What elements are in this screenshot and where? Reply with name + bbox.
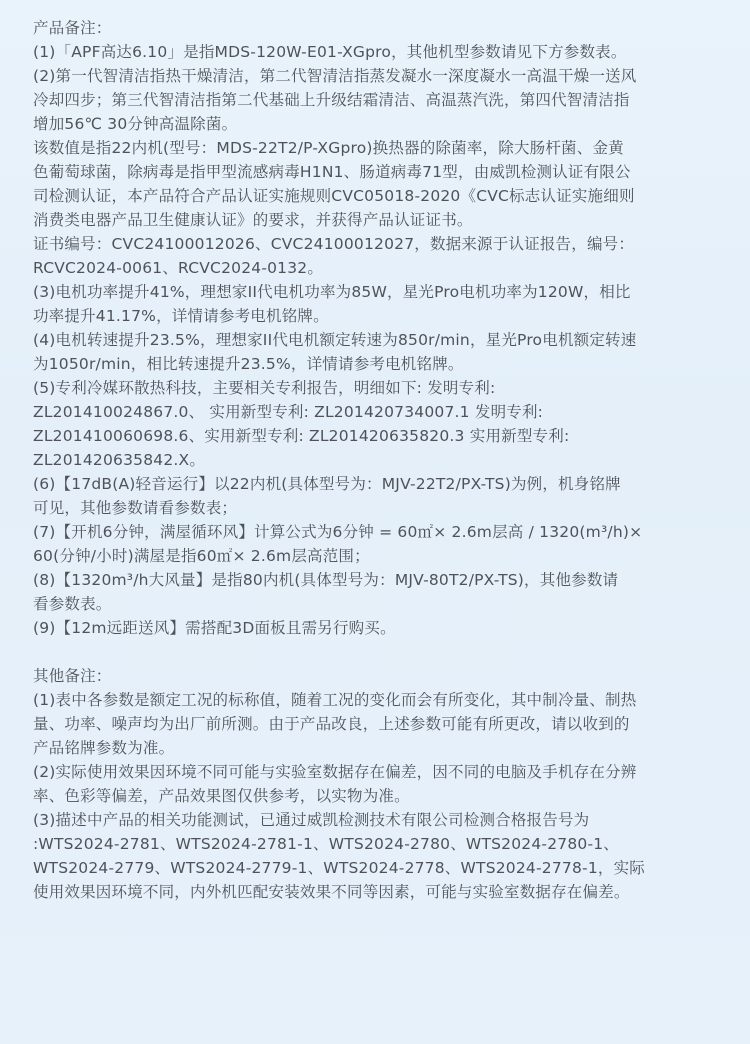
product-note-line: 可见，其他参数请看参数表； <box>33 499 238 517</box>
product-note-line: (6)【17dB(A)轻音运行】以22内机(具体型号为：MJV-22T2/PX-TS)为例，机身铭牌 <box>33 475 621 493</box>
product-note-line: (8)【1320m³/h大风量】是指80内机(具体型号为：MJV-80T2/PX-TS)，其他参数请 <box>33 571 619 589</box>
other-notes-title: 其他备注： <box>33 667 112 685</box>
product-note-line: (9)【12m远距送风】需搭配3D面板且需另行购买。 <box>33 619 396 637</box>
other-note-line: 量、功率、噪声均为出厂前所测。由于产品改良，上述参数可能有所更改，请以收到的 <box>33 715 630 733</box>
product-notes-title: 产品备注： <box>33 19 112 37</box>
other-note-line: (1)表中各参数是额定工况的标称值，随着工况的变化而会有所变化，其中制冷量、制热 <box>33 691 637 709</box>
product-note-line: 增加56℃ 30分钟高温除菌。 <box>33 115 238 133</box>
other-note-line: :WTS2024-2781、WTS2024-2781-1、WTS2024-2780、WTS2024-2780-1、 <box>33 835 620 853</box>
product-note-line: ZL201420635842.X。 <box>33 451 206 469</box>
product-note-line: (3)电机功率提升41%，理想家II代电机功率为85W，星光Pro电机功率为120W，相比 <box>33 283 631 301</box>
product-note-line: 消费类电器产品卫生健康认证》的要求，并获得产品认证证书。 <box>33 211 473 229</box>
product-note-line: 色葡萄球菌，除病毒是指甲型流感病毒H1N1、肠道病毒71型，由威凯检测认证有限公 <box>33 163 631 181</box>
other-note-line: 率、色彩等偏差，产品效果图仅供参考，以实物为准。 <box>33 787 410 805</box>
product-note-line: (7)【开机6分钟，满屋循环风】计算公式为6分钟 = 60㎡× 2.6m层高 / 1320(m³/h)× <box>33 523 643 541</box>
product-note-line: 证书编号：CVC24100012026、CVC24100012027，数据来源于认证报告，编号： <box>33 235 635 253</box>
other-note-line: (3)描述中产品的相关功能测试，已通过威凯检测技术有限公司检测合格报告号为 <box>33 811 590 829</box>
product-note-line: 看参数表。 <box>33 595 112 613</box>
other-note-line: 使用效果因环境不同，内外机匹配安装效果不同等因素，可能与实验室数据存在偏差。 <box>33 883 630 901</box>
product-note-line: ZL201410060698.6、实用新型专利: ZL201420635820.3 实用新型专利: <box>33 427 570 445</box>
product-note-line: 该数值是指22内机(型号：MDS-22T2/P-XGpro)换热器的除菌率，除大肠杆菌、金黄 <box>33 139 624 157</box>
product-note-line: ZL201410024867.0、 实用新型专利: ZL201420734007.1 发明专利: <box>33 403 544 421</box>
product-note-line: 为1050r/min，相比转速提升23.5%，详情请参考电机铭牌。 <box>33 355 464 373</box>
product-note-line: 冷却四步；第三代智清洁指第二代基础上升级结霜清洁、高温蒸汽洗，第四代智清洁指 <box>33 91 630 109</box>
product-note-line: 司检测认证，本产品符合产品认证实施规则CVC05018-2020《CVC标志认证实施细则 <box>33 187 635 205</box>
other-note-line: WTS2024-2779、WTS2024-2779-1、WTS2024-2778、WTS2024-2778-1，实际 <box>33 859 645 877</box>
product-note-line: RCVC2024-0061、RCVC2024-0132。 <box>33 259 324 277</box>
section-divider-space <box>33 640 750 664</box>
product-note-line: 60(分钟/小时)满屋是指60㎡× 2.6m层高范围； <box>33 547 370 565</box>
product-note-line: (2)第一代智清洁指热干燥清洁，第二代智清洁指蒸发凝水一深度凝水一高温干燥一送风 <box>33 67 637 85</box>
other-note-line: (2)实际使用效果因环境不同可能与实验室数据存在偏差，因不同的电脑及手机存在分辨 <box>33 763 637 781</box>
product-note-line: (5)专利冷媒环散热科技，主要相关专利报告，明细如下: 发明专利: <box>33 379 496 397</box>
product-note-line: 功率提升41.17%，详情请参考电机铭牌。 <box>33 307 329 325</box>
other-notes-section <box>33 664 750 904</box>
product-note-line: (1)「APF高达6.10」是指MDS-120W-E01-XGpro，其他机型参数请见下方参数表。 <box>33 43 627 61</box>
other-note-line: 产品铭牌参数为准。 <box>33 739 175 757</box>
product-note-line: (4)电机转速提升23.5%，理想家II代电机额定转速为850r/min，星光Pro电机额定转速 <box>33 331 637 349</box>
product-notes-section <box>33 16 750 640</box>
